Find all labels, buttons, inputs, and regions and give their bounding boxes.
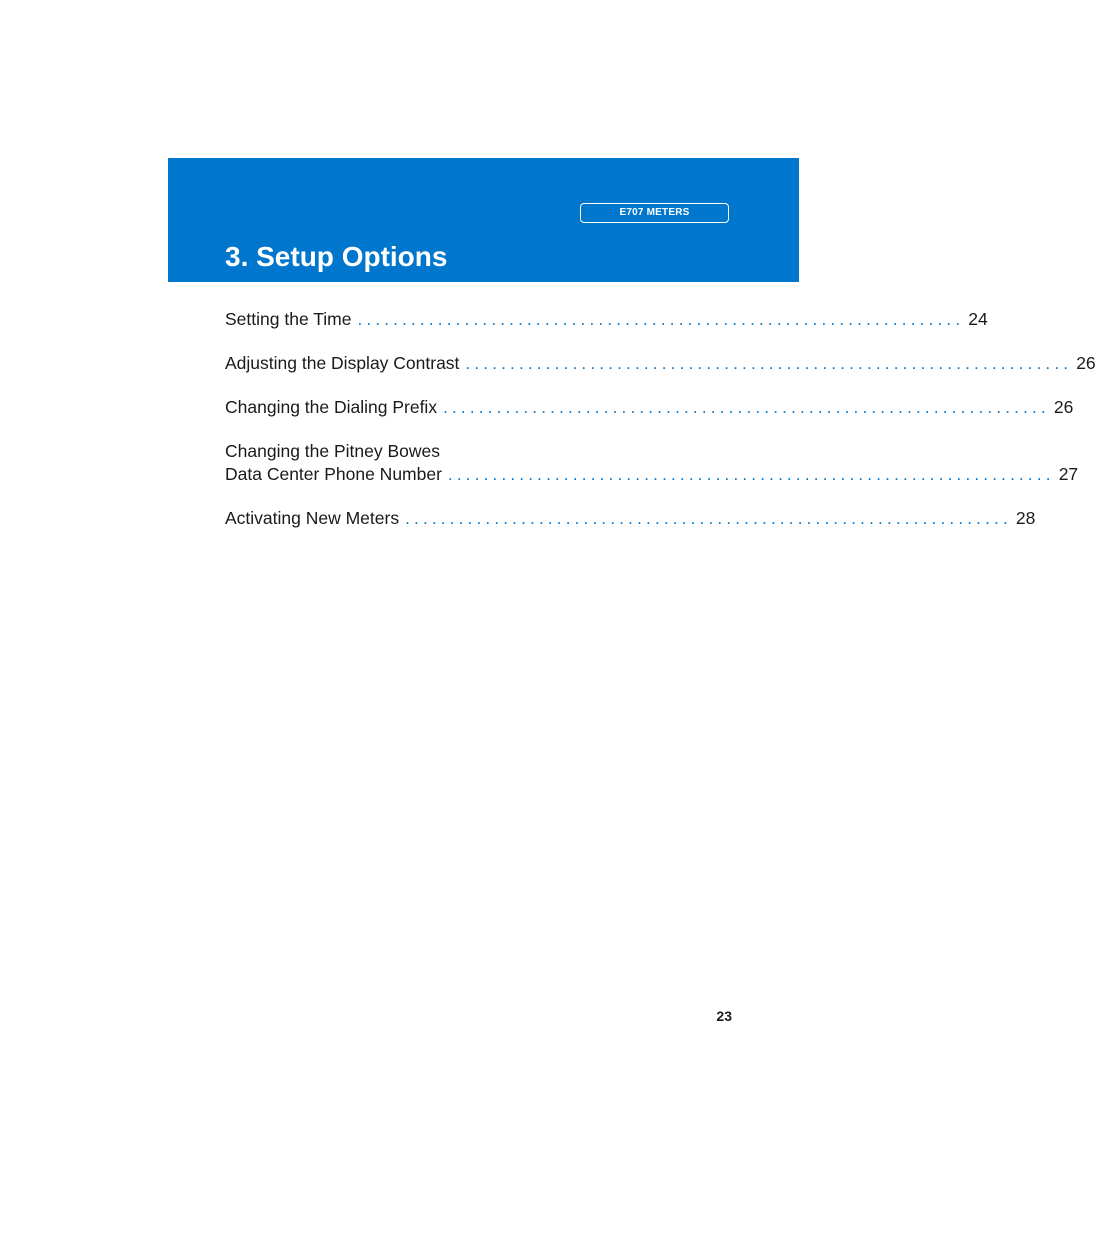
toc-entry-title-continued: Data Center Phone Number [225,464,442,484]
toc-dot-leader: .................................................................... [405,509,1012,528]
toc-entry-title: Changing the Dialing Prefix [225,397,438,417]
toc-entry-page: 26 [1076,353,1096,373]
toc-entry-title: Activating New Meters [225,508,400,528]
toc-dot-leader: .................................................................... [357,310,965,329]
toc-entry-activating-new-meters[interactable] [225,507,1036,530]
toc-entry-page: 27 [1058,464,1079,484]
toc-entry-title: Setting the Time [225,309,352,329]
toc-entry-page: 24 [968,309,988,329]
toc-entry-changing-dialing-prefix[interactable] [225,396,1074,419]
toc-entry-page: 26 [1053,397,1074,417]
toc-entry-changing-data-center-phone[interactable] [225,440,1079,486]
toc-entry-setting-the-time[interactable] [225,308,988,331]
toc-entry-title: Changing the Pitney Bowes [225,441,440,461]
product-badge: E707 METERS [580,203,729,223]
toc-dot-leader: .................................................................... [465,354,1073,373]
toc-entry-adjusting-display-contrast[interactable] [225,352,1096,375]
toc-dot-leader: .................................................................... [443,398,1050,417]
page-number: 23 [716,1008,732,1024]
toc-dot-leader: .................................................................... [447,465,1055,484]
toc-entry-title: Adjusting the Display Contrast [225,353,460,373]
chapter-title: 3. Setup Options [225,241,448,272]
chapter-header-band [168,158,799,282]
toc-entry-page: 28 [1015,508,1036,528]
